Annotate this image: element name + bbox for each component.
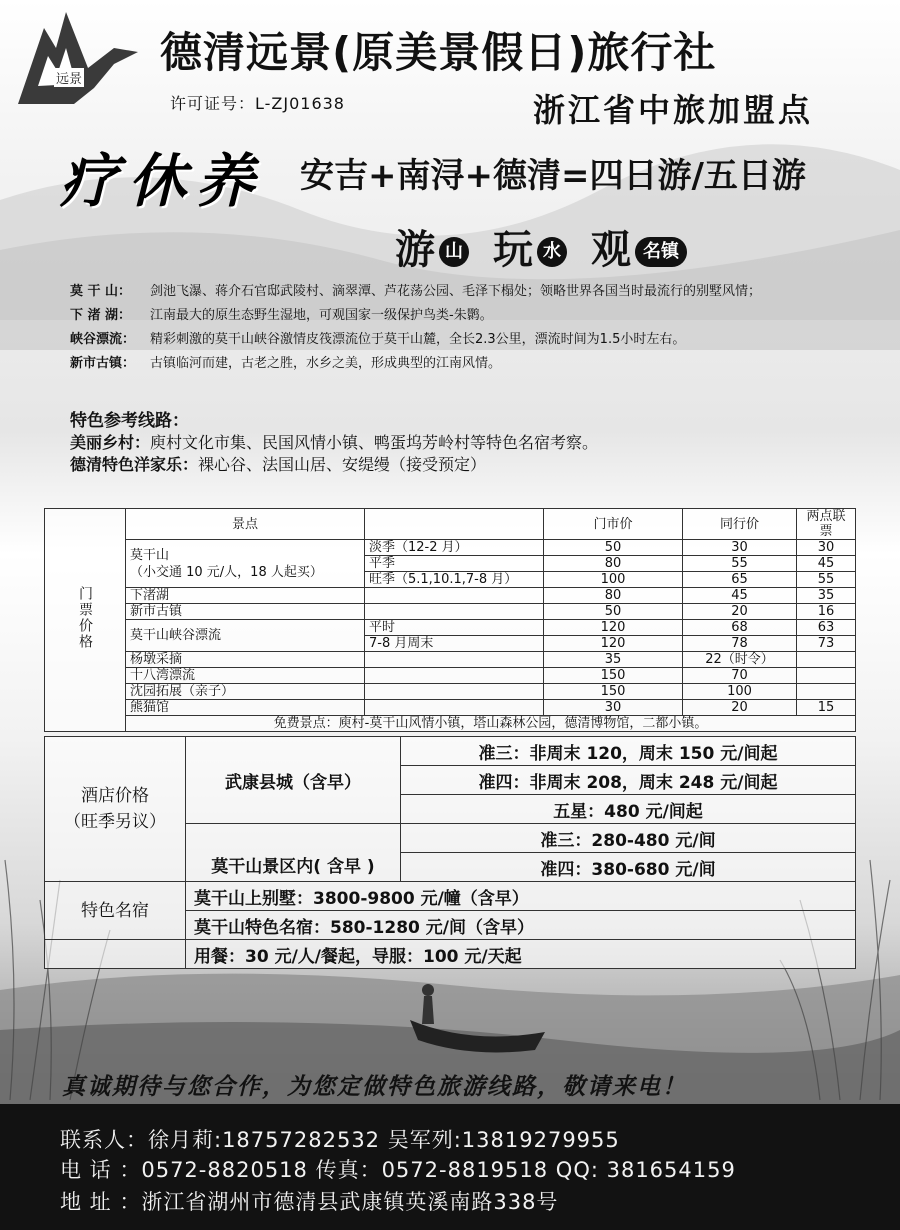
agency-price: 55 xyxy=(683,556,797,572)
slogan-word: 玩 xyxy=(493,225,533,273)
retail-price: 120 xyxy=(544,620,683,636)
free-spots-row xyxy=(45,716,856,732)
slogan-word: 游 xyxy=(395,225,435,273)
slogan xyxy=(395,218,693,274)
season-cell: 7-8 月周末 xyxy=(365,636,544,652)
free-spots: 免费景点：庾村-莫干山风情小镇，塔山森林公园，德清博物馆，二都小镇。 xyxy=(126,716,856,732)
combo-price: 45 xyxy=(797,556,856,572)
retail-price: 120 xyxy=(544,636,683,652)
retail-price: 80 xyxy=(544,556,683,572)
retail-price: 50 xyxy=(544,540,683,556)
retail-price: 50 xyxy=(544,604,683,620)
route-title: 安吉+南浔+德清=四日游/五日游 xyxy=(300,156,806,196)
hotel-price: 准四：380-680 元/间 xyxy=(401,853,856,882)
wukang-label: 武康县城（含早） xyxy=(186,737,401,824)
agency-price: 20 xyxy=(683,604,797,620)
hotel-price-table xyxy=(44,736,856,969)
retail-price: 30 xyxy=(544,700,683,716)
spot-text: 古镇临河而建，古老之胜，水乡之美，形成典型的江南风情。 xyxy=(150,356,502,371)
spot-item xyxy=(70,304,830,328)
spot-label: 下 渚 湖： xyxy=(70,308,132,323)
slogan-badge: 水 xyxy=(537,237,567,267)
retail-price: 150 xyxy=(544,684,683,700)
special-label: 特色名宿 xyxy=(45,882,186,940)
table-row xyxy=(45,652,856,668)
column-header: 两点联票 xyxy=(797,509,856,540)
franchise-label: 浙江省中旅加盟点 xyxy=(533,91,814,129)
season-cell: 平季 xyxy=(365,556,544,572)
spot-text: 江南最大的原生态野生湿地，可观国家一级保护鸟类-朱鹮。 xyxy=(150,308,493,323)
spot-cell: 沈园拓展（亲子） xyxy=(126,684,365,700)
agency-price: 65 xyxy=(683,572,797,588)
season-cell: 旺季（5.1,10.1,7-8 月） xyxy=(365,572,544,588)
spot-cell: 莫干山峡谷漂流 xyxy=(126,620,365,652)
moganshan-area-label: 莫干山景区内( 含早 ) xyxy=(186,824,401,882)
special-price: 莫干山上别墅：3800-9800 元/幢（含早） xyxy=(186,882,856,911)
phone-line: 电 话 ：0572-8820518 传真：0572-8819518 QQ: 381654159 xyxy=(60,1158,736,1182)
spot-text: 精彩刺激的莫干山峡谷激情皮筏漂流位于莫干山麓，全长2.3公里，漂流时间为1.5小时左右。 xyxy=(150,332,686,347)
call-to-action: 真诚期待与您合作，为您定做特色旅游线路，敬请来电！ xyxy=(62,1073,687,1100)
retail-price: 35 xyxy=(544,652,683,668)
column-header: 同行价 xyxy=(683,509,797,540)
hotel-label: 酒店价格 （旺季另议） xyxy=(45,737,186,882)
feature-item xyxy=(70,454,598,476)
address-line: 地 址 ：浙江省湖州市德清县武康镇英溪南路338号 xyxy=(60,1190,559,1214)
hotel-price: 准四：非周末 208，周末 248 元/间起 xyxy=(401,766,856,795)
retail-price: 150 xyxy=(544,668,683,684)
table-row xyxy=(45,540,856,556)
meal-price: 用餐：30 元/人/餐起，导服：100 元/天起 xyxy=(186,940,856,969)
feature-label: 德清特色洋家乐： xyxy=(70,455,199,474)
table-row xyxy=(45,700,856,716)
combo-price: 16 xyxy=(797,604,856,620)
agency-price: 20 xyxy=(683,700,797,716)
agency-price: 45 xyxy=(683,588,797,604)
feature-heading: 特色参考线路： xyxy=(70,411,189,431)
spot-item xyxy=(70,352,830,376)
spot-label: 新市古镇： xyxy=(70,356,136,371)
license-number: 许可证号：L-ZJ01638 xyxy=(170,94,345,113)
agency-price: 70 xyxy=(683,668,797,684)
table-row xyxy=(45,737,856,766)
table-row xyxy=(45,668,856,684)
agency-price: 68 xyxy=(683,620,797,636)
retail-price: 100 xyxy=(544,572,683,588)
ticket-price-table xyxy=(44,508,856,732)
spot-text: 剑池飞瀑、蒋介石官邸武陵村、滴翠潭、芦花荡公园、毛泽下榻处；领略世界各国当时最流行的别墅风情； xyxy=(150,284,762,299)
combo-price: 30 xyxy=(797,540,856,556)
contact-footer xyxy=(0,1104,900,1230)
special-price: 莫干山特色名宿：580-1280 元/间（含早） xyxy=(186,911,856,940)
retail-price: 80 xyxy=(544,588,683,604)
spot-cell: 杨墩采摘 xyxy=(126,652,365,668)
table-row xyxy=(45,588,856,604)
spot-cell: 十八湾漂流 xyxy=(126,668,365,684)
spot-cell: 下渚湖 xyxy=(126,588,365,604)
feature-routes xyxy=(70,410,598,476)
hotel-price: 准三：非周末 120，周末 150 元/间起 xyxy=(401,737,856,766)
column-header xyxy=(365,509,544,540)
feature-text: 裸心谷、法国山居、安缇缦（接受预定） xyxy=(198,455,487,474)
combo-price: 55 xyxy=(797,572,856,588)
table-row xyxy=(45,604,856,620)
table-row xyxy=(45,940,856,969)
table-row xyxy=(45,620,856,636)
table-row xyxy=(45,882,856,911)
ticket-side-label: 门票价格 xyxy=(45,509,126,732)
logo-text: 远景 xyxy=(54,68,84,87)
combo-price: 35 xyxy=(797,588,856,604)
spot-label: 峡谷漂流： xyxy=(70,332,136,347)
spot-item xyxy=(70,328,830,352)
combo-price: 63 xyxy=(797,620,856,636)
main-title: 疗休养 xyxy=(60,147,265,215)
spot-cell: 熊猫馆 xyxy=(126,700,365,716)
feature-label: 美丽乡村： xyxy=(70,433,151,452)
agency-price: 100 xyxy=(683,684,797,700)
column-header: 门市价 xyxy=(544,509,683,540)
slogan-badge: 名镇 xyxy=(635,237,687,267)
contact-persons: 联系人：徐月莉:18757282532 吴军列:13819279955 xyxy=(60,1128,620,1152)
hotel-price: 五星：480 元/间起 xyxy=(401,795,856,824)
slogan-word: 观 xyxy=(591,225,631,273)
feature-text: 庾村文化市集、民国风情小镇、鸭蛋坞芳岭村等特色名宿考察。 xyxy=(150,433,599,452)
table-row xyxy=(45,684,856,700)
agency-price: 78 xyxy=(683,636,797,652)
agency-price: 30 xyxy=(683,540,797,556)
slogan-badge: 山 xyxy=(439,237,469,267)
mountain-logo-icon xyxy=(14,8,142,108)
season-cell: 淡季（12-2 月） xyxy=(365,540,544,556)
company-logo xyxy=(14,8,142,108)
agency-price: 22（时令） xyxy=(683,652,797,668)
column-header: 景点 xyxy=(126,509,365,540)
spot-cell: 莫干山 （小交通 10 元/人，18 人起买） xyxy=(126,540,365,588)
company-name: 德清远景(原美景假日)旅行社 xyxy=(160,28,717,77)
season-cell: 平时 xyxy=(365,620,544,636)
combo-price: 15 xyxy=(797,700,856,716)
spot-list xyxy=(70,280,830,376)
combo-price: 73 xyxy=(797,636,856,652)
hotel-price: 准三：280-480 元/间 xyxy=(401,824,856,853)
spot-item xyxy=(70,280,830,304)
spot-label: 莫 干 山： xyxy=(70,284,132,299)
spot-cell: 新市古镇 xyxy=(126,604,365,620)
feature-item xyxy=(70,432,598,454)
table-header-row xyxy=(45,509,856,540)
